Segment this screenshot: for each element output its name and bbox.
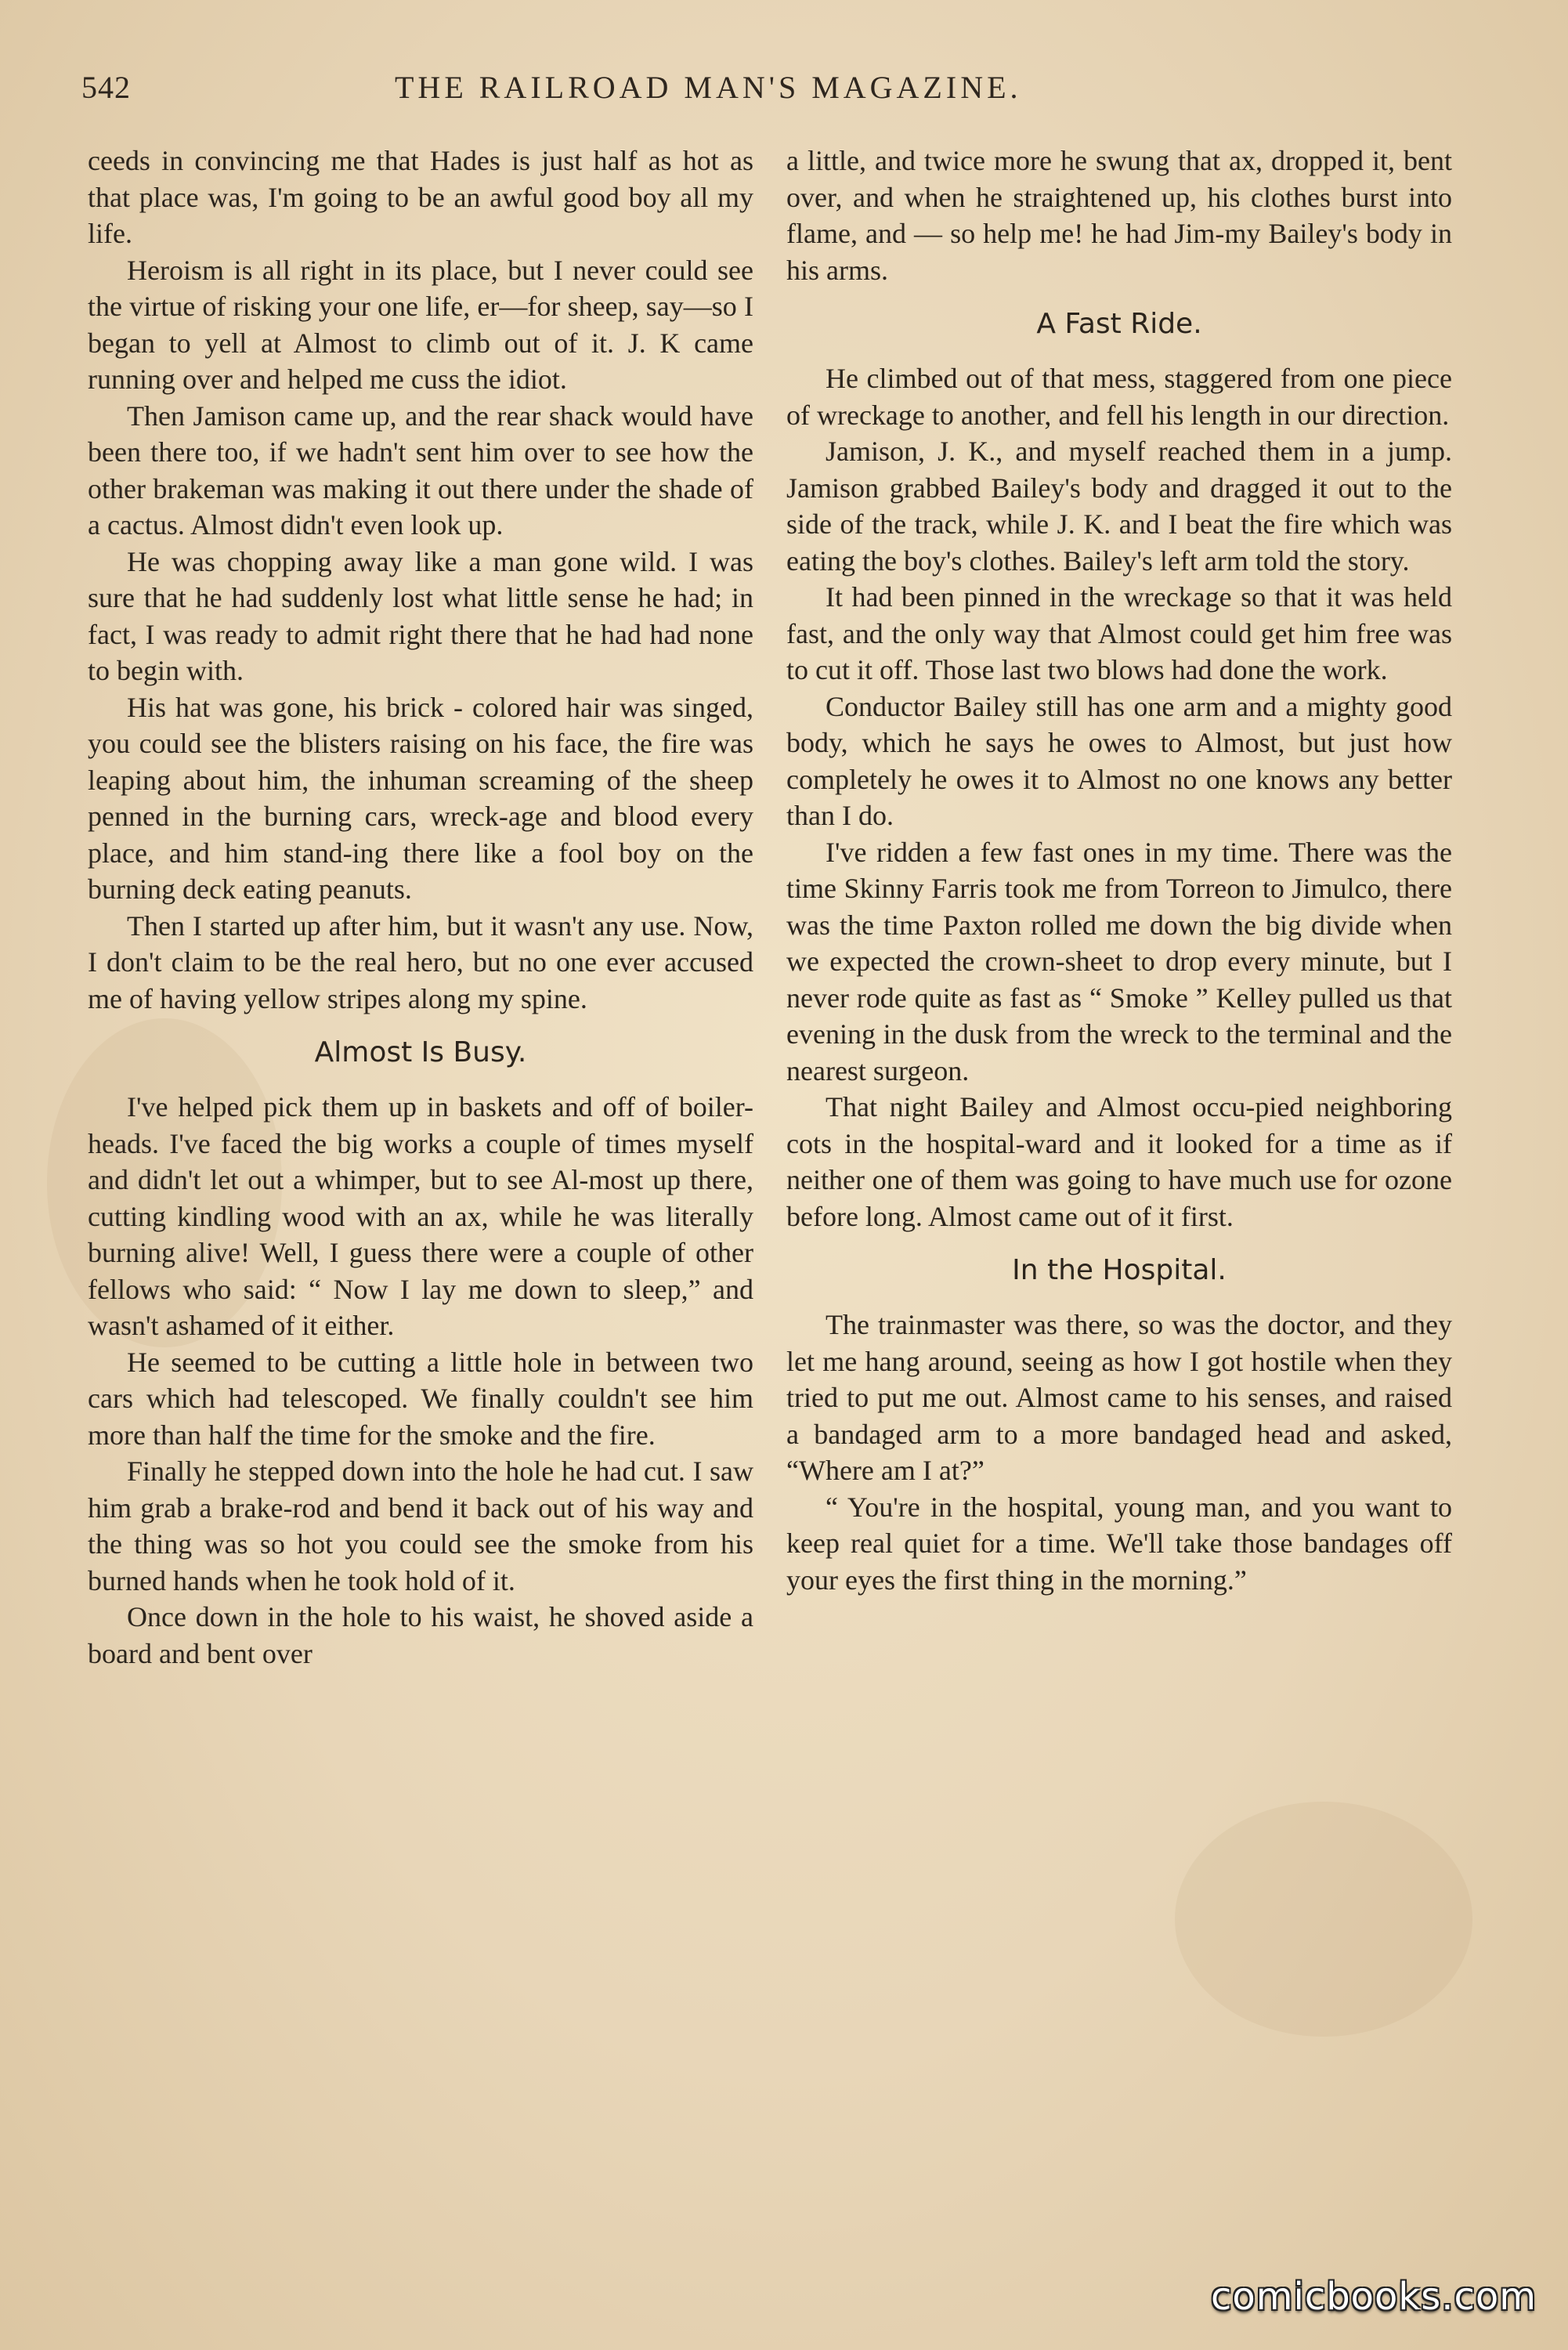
paragraph: Then I started up after him, but it wasn't any use. Now, I don't claim to be the real hero, but no one ever accused me of having yellow stripes along my spine.: [88, 909, 753, 1014]
page-number: 542: [81, 70, 131, 105]
paragraph: He climbed out of that mess, staggered from one piece of wreckage to another, and fell his length in our direction.: [786, 363, 1452, 431]
paragraph: That night Bailey and Almost occu-pied neighboring cots in the hospital-ward and it looked for a time as if neither one of them was going to have much use for ozone before long. Almost came out of it first.: [786, 1091, 1452, 1232]
paragraph: Conductor Bailey still has one arm and a mighty good body, which he says he owes to Almost, but just how completely he owes it to Almost no one knows any better than I do.: [786, 690, 1452, 831]
paragraph: Heroism is all right in its place, but I never could see the virtue of risking your one life, er—for sheep, say—so I began to yell at Almost to climb out of it. J. K came running over and helped me cuss the idiot.: [88, 254, 753, 395]
running-title: THE RAILROAD MAN'S MAGAZINE.: [395, 70, 1022, 105]
paragraph: Jamison, J. K., and myself reached them in a jump. Jamison grabbed Bailey's body and dragged it out to the side of the track, while J. K. and I beat the fire which was eating the boy's clothes. Bailey's left arm told the story.: [786, 436, 1452, 577]
right-column: [786, 143, 1452, 1598]
paragraph: a little, and twice more he swung that ax, dropped it, bent over, and when he straightened up, his clothes burst into flame, and — so help me! he had Jim-my Bailey's body in his arms.: [786, 145, 1452, 286]
paragraph: He seemed to be cutting a little hole in between two cars which had telescoped. We finally couldn't see him more than half the time for the smoke and the fire.: [88, 1346, 753, 1451]
paragraph: His hat was gone, his brick - colored hair was singed, you could see the blisters raising on his face, the fire was leaping about him, the inhuman screaming of the sheep penned in the burning cars, wreck-age and blood every place, and him stand-ing there like a fool boy on the burning deck eating peanuts.: [88, 691, 753, 905]
paragraph: Once down in the hole to his waist, he shoved aside a board and bent over: [88, 1601, 753, 1669]
paragraph: The trainmaster was there, so was the doctor, and they let me hang around, seeing as how I got hostile when they tried to put me out. Almost came to his senses, and raised a bandaged arm to a more bandaged head and asked, “Where am I at?”: [786, 1309, 1452, 1486]
paragraph: I've helped pick them up in baskets and off of boiler-heads. I've faced the big works a couple of times myself and didn't let out a whimper, but to see Al-most up there, cutting kindling wood with an ax, while he was literally burning alive! Well, I guess there were a couple of other fellows who said: “ Now I lay me down to sleep,” and wasn't ashamed of it either.: [88, 1091, 753, 1341]
paper-stain: [1175, 1802, 1472, 2037]
paragraph: ceeds in convincing me that Hades is just half as hot as that place was, I'm going to be an awful good boy all my life.: [88, 145, 753, 249]
paragraph: Then Jamison came up, and the rear shack would have been there too, if we hadn't sent him over to see how the other brakeman was making it out there under the shade of a cactus. Almost didn't even look up.: [88, 400, 753, 540]
paragraph: It had been pinned in the wreckage so that it was held fast, and the only way that Almost could get him free was to cut it off. Those last two blows had done the work.: [786, 581, 1452, 685]
section-heading: In the Hospital.: [1012, 1254, 1227, 1286]
page-header: [81, 69, 1487, 116]
section-heading: A Fast Ride.: [1036, 308, 1202, 340]
paragraph: Finally he stepped down into the hole he had cut. I saw him grab a brake-rod and bend it back out of his way and the thing was so hot you could see the smoke from his burned hands when he took hold of it.: [88, 1455, 753, 1596]
left-column: [88, 143, 753, 1672]
paragraph: He was chopping away like a man gone wild. I was sure that he had suddenly lost what little sense he had; in fact, I was ready to admit right there that he had had none to begin with.: [88, 545, 753, 686]
section-heading: Almost Is Busy.: [314, 1036, 527, 1068]
paragraph: I've ridden a few fast ones in my time. There was the time Skinny Farris took me from Torreon to Jimulco, there was the time Paxton rolled me down the big divide when we expected the crown-sheet to drop every minute, but I never rode quite as fast as “ Smoke ” Kelley pulled us that evening in the dusk from the wreck to the terminal and the nearest surgeon.: [786, 836, 1452, 1086]
paragraph: “ You're in the hospital, young man, and you want to keep real quiet for a time. We'll take those bandages off your eyes the first thing in the morning.”: [786, 1491, 1452, 1596]
watermark-logo: comicbooks.com: [1210, 2275, 1537, 2319]
